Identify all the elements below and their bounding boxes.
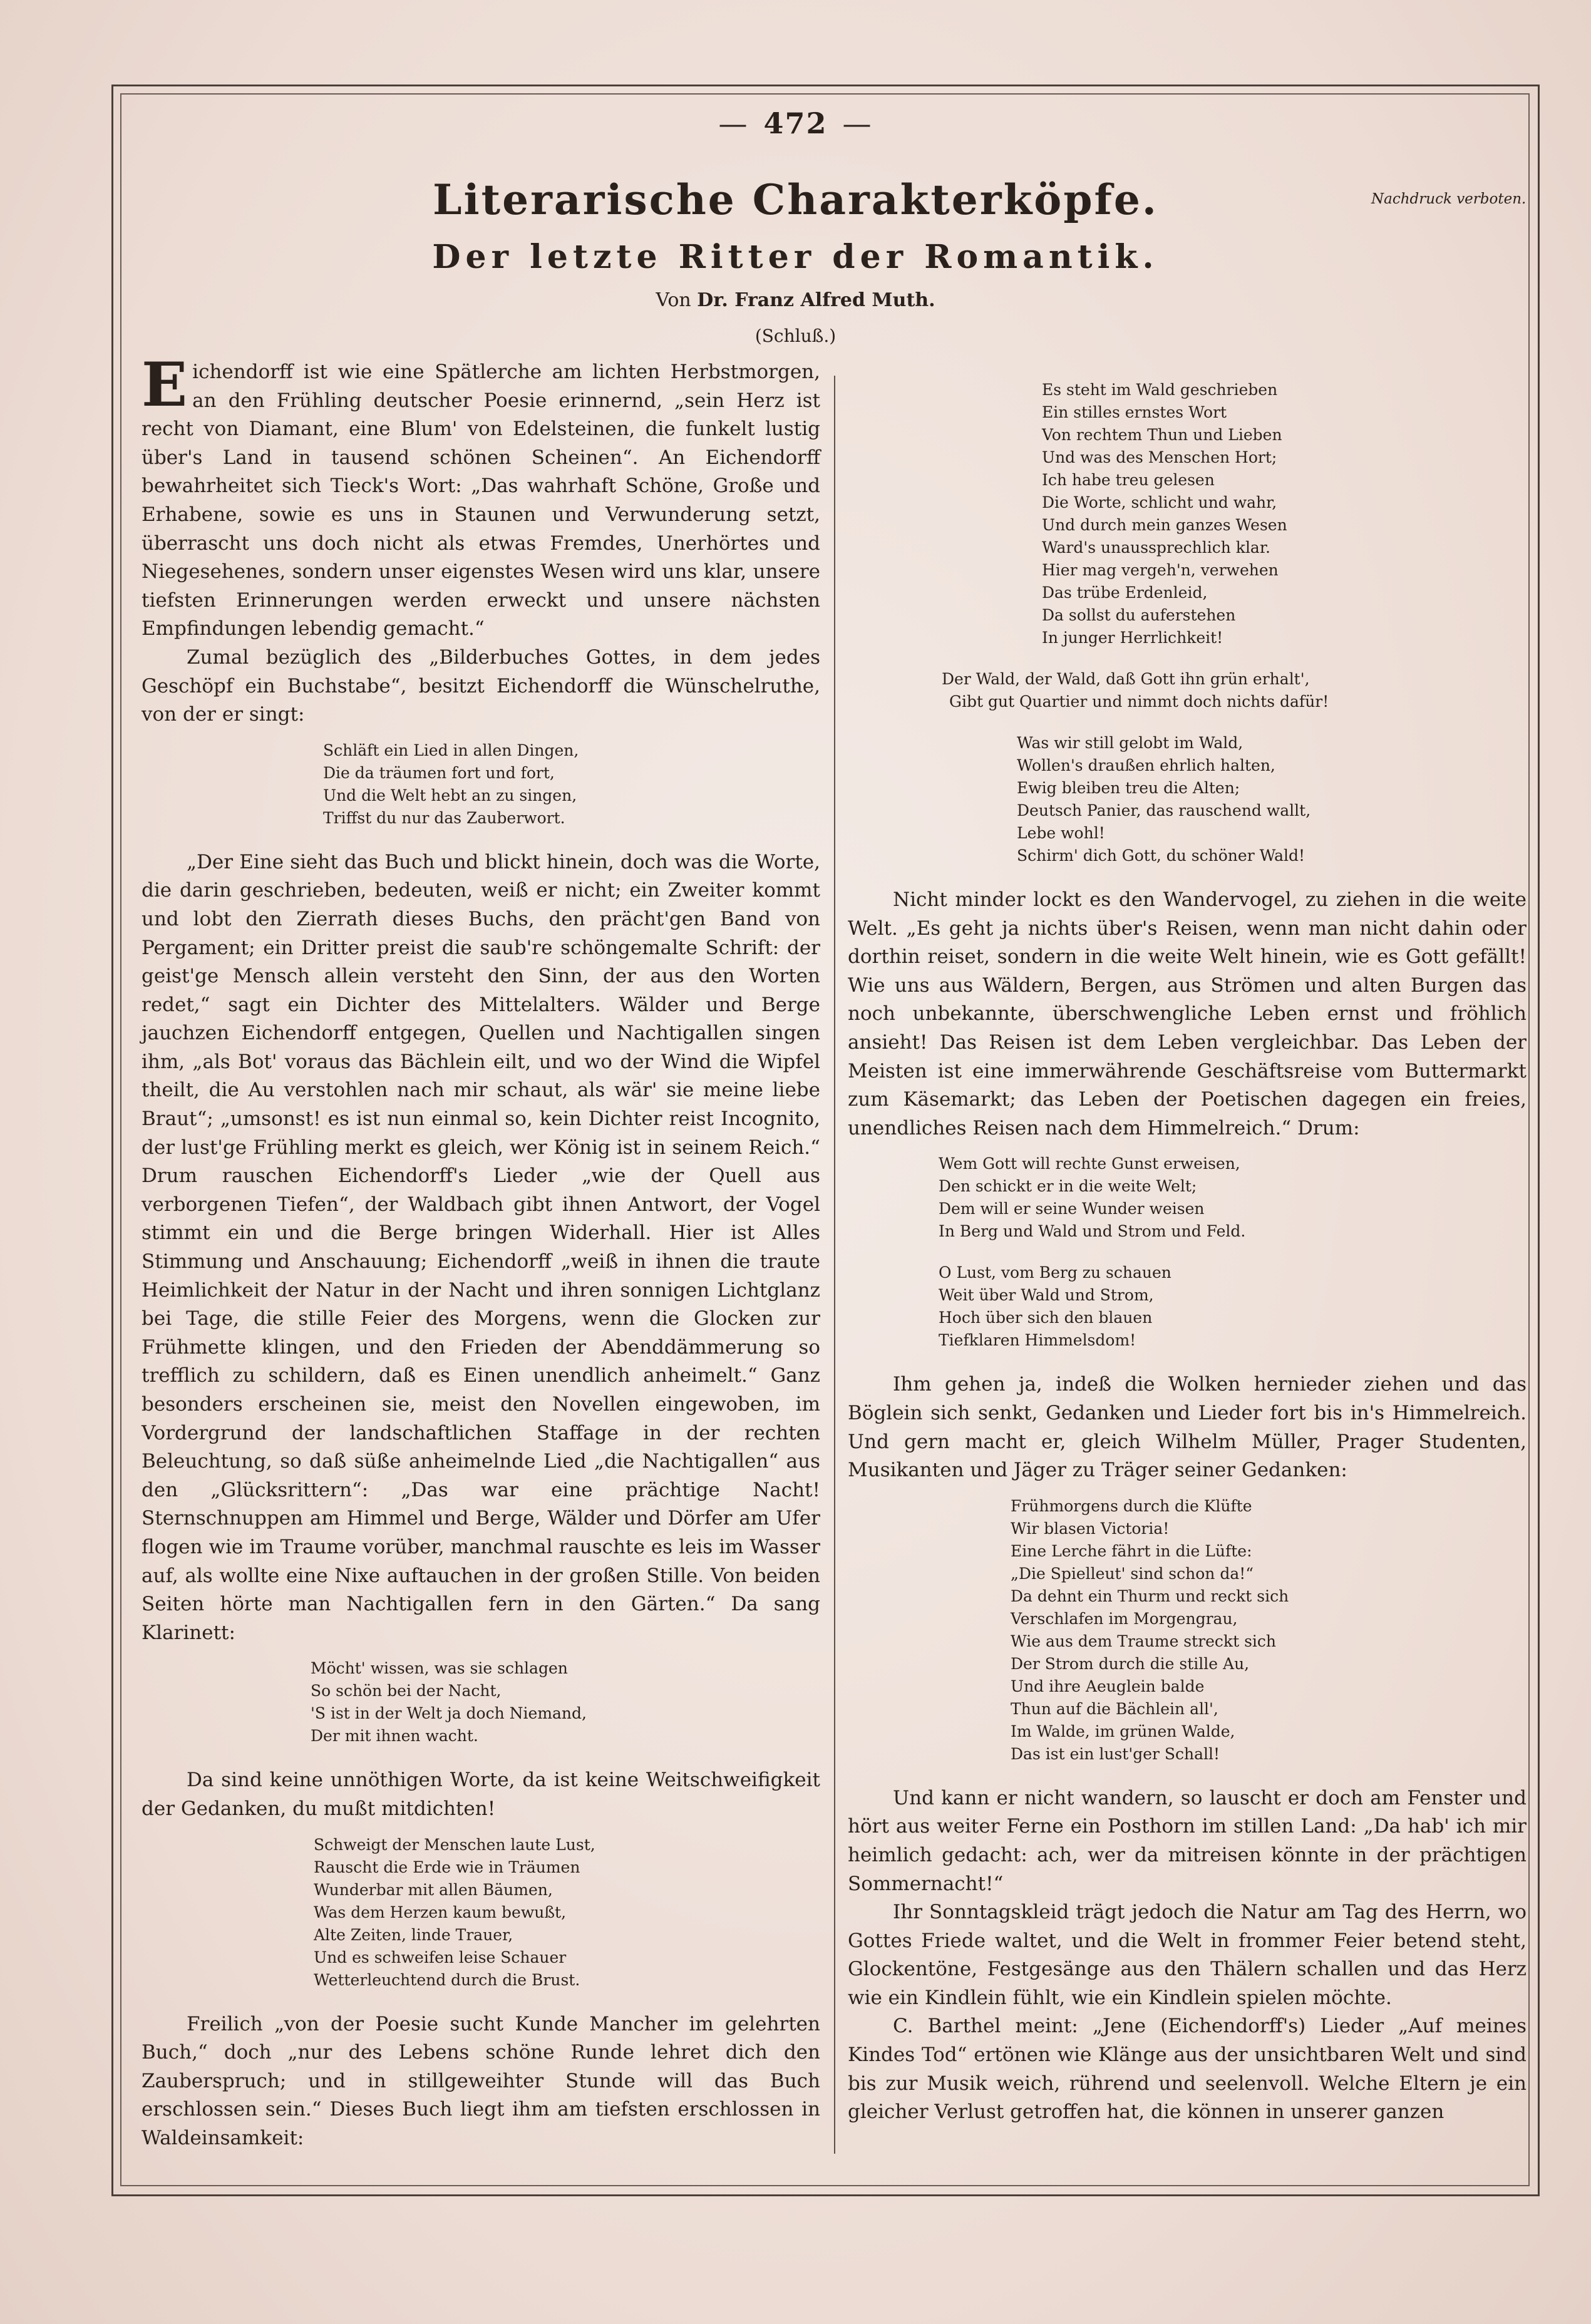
poem — [323, 739, 820, 830]
poem-line: Die da träumen fort und fort, — [323, 763, 555, 782]
poem-line: In junger Herrlichkeit! — [1042, 629, 1223, 647]
poem-line: Wollen's draußen ehrlich halten, — [1017, 756, 1275, 774]
ornament-dash-left: — — [718, 106, 749, 140]
poem-line: Und durch mein ganzes Wesen — [1042, 516, 1287, 534]
poem-line: Ich habe treu gelesen — [1042, 471, 1215, 489]
poem — [1011, 1495, 1527, 1766]
poem-line: Von rechtem Thun und Lieben — [1042, 426, 1282, 444]
poem-line: Und die Welt hebt an zu singen, — [323, 786, 577, 805]
paragraph: Nicht minder lockt es den Wandervogel, zu ziehen in die weite Welt. „Es geht ja nichts über's Reisen, wenn man nicht dahin oder dorthin reiset, sondern in die weite Welt hinein, wie es Gott gefällt! Wie uns aus Wäldern, Bergen, aus Strömen und alten Burgen das noch unbekannte, überschwengliche Leben ernst und fröhlich ansieht! Das Reisen ist dem Leben vergleichbar. Das Leben der Meisten ist eine immerwährende Geschäftsreise vom Buttermarkt zum Käsemarkt; das Leben der Poetischen dagegen ein freies, unendliches Reisen nach dem Himmelreich.“ Drum: — [848, 888, 1527, 1139]
poem-line: Was wir still gelobt im Wald, — [1017, 734, 1243, 752]
ornament-dash-right: — — [842, 106, 873, 140]
page-number — [0, 106, 1591, 140]
poem-line: Deutsch Panier, das rauschend wallt, — [1017, 801, 1311, 820]
poem-line: Triffst du nur das Zauberwort. — [323, 808, 565, 827]
paragraph: Ihm gehen ja, indeß die Wolken hernieder ziehen und das Böglein sich senkt, Gedanken und Lieder fort bis in's Himmelreich. Und gern macht er, gleich Wilhelm Müller, Prager Studenten, Musikanten und Jäger zu Träger seiner Gedanken: — [848, 1373, 1527, 1482]
paragraph: Freilich „von der Poesie sucht Kunde Mancher im gelehrten Buch,“ doch „nur des Lebens schöne Runde lehret dich den Zauberspruch; und in stillgeweihter Stunde will das Buch erschlossen sein.“ Dieses Buch liegt ihm am tiefsten erschlossen in Waldeinsamkeit: — [142, 2012, 820, 2149]
poem-line: Wie aus dem Traume streckt sich — [1011, 1632, 1276, 1650]
poem-line: Wem Gott will rechte Gunst erweisen, — [939, 1154, 1240, 1173]
poem-line: Verschlafen im Morgengrau, — [1011, 1609, 1238, 1628]
poem-line: Wunderbar mit allen Bäumen, — [314, 1880, 553, 1899]
poem-line: Was dem Herzen kaum bewußt, — [314, 1903, 567, 1921]
column-divider — [834, 376, 835, 2154]
poem-line: Frühmorgens durch die Klüfte — [1011, 1496, 1252, 1515]
reprint-notice: Nachdruck verboten. — [1371, 191, 1527, 207]
paragraph: Zumal bezüglich des „Bilderbuches Gottes, in dem jedes Geschöpf ein Buchstabe“, besitzt Eichendorff die Wünschelruthe, von der er singt: — [142, 645, 820, 726]
paragraph: Und kann er nicht wandern, so lauscht er doch am Fenster und hört aus weiter Ferne ein Posthorn im stillen Land: „Da hab' ich mir heimlich gedacht: ach, wer da mitreisen könnte in der prächtigen Sommernacht!“ — [848, 1786, 1527, 1895]
article-series-title: Literarische Charakterköpfe. — [433, 175, 1158, 224]
poem — [1017, 732, 1527, 867]
poem — [314, 1834, 820, 1992]
page-number-text: 472 — [763, 106, 828, 140]
poem — [939, 1262, 1527, 1352]
poem-line: Weit über Wald und Strom, — [939, 1286, 1154, 1305]
poem-line: Und ihre Aeuglein balde — [1011, 1677, 1205, 1695]
poem-line: Lebe wohl! — [1017, 824, 1105, 842]
poem-line: So schön bei der Nacht, — [311, 1682, 502, 1700]
poem-line: O Lust, vom Berg zu schauen — [939, 1263, 1171, 1282]
poem-line: Und was des Menschen Hort; — [1042, 448, 1277, 466]
left-column — [142, 349, 820, 2153]
poem-line: Wetterleuchtend durch die Brust. — [314, 1970, 580, 1989]
poem-line: Hoch über sich den blauen — [939, 1309, 1153, 1327]
poem-line: Das ist ein lust'ger Schall! — [1011, 1744, 1220, 1763]
poem-line: Thun auf die Bächlein all', — [1011, 1699, 1218, 1718]
poem-line: Ewig bleiben treu die Alten; — [1017, 779, 1240, 797]
poem-line: Der Strom durch die stille Au, — [1011, 1654, 1250, 1673]
poem-line: Das trübe Erdenleid, — [1042, 584, 1208, 602]
byline — [0, 289, 1591, 311]
paragraph: „Der Eine sieht das Buch und blickt hinein, doch was die Worte, die darin geschrieben, bedeuten, weiß er nicht; ein Zweiter kommt und lobt den Zierrath dieses Buchs, den prächt'gen Band von Pergament; ein Dritter preist die saub're schöngemalte Schrift: der geist'ge Mensch allein versteht den Sinn, der aus den Worten redet,“ sagt ein Dichter des Mittelalters. Wälder und Berge jauchzen Eichendorff entgegen, Quellen und Nachtigallen singen ihm, „als Bot' voraus das Bächlein eilt, und wo der Wind die Wipfel theilt, die Au verstohlen nach mir schaut, als wär' sie meine liebe Braut“; „umsonst! es ist nun einmal so, kein Dichter reist Incognito, der lust'ge Frühling merkt es gleich, wer König ist in seinem Reich.“ Drum rauschen Eichendorff's Lieder „wie der Quell aus verborgenen Tiefen“, der Waldbach gibt ihnen Antwort, der Vogel stimmt ein und die Berge bringen Widerhall. Hier ist Alles Stimmung und Anschauung; Eichendorff „weiß in ihnen die traute Heimlichkeit der Natur in der Nacht und ihren sonnigen Lichtglanz bei Tage, die stille Feier des Morgens, wenn die Glocken zur Frühmette klingen, und den Frieden der Abenddämmerung so trefflich zu schildern, daß es Einen unendlich anheimelt.“ Ganz besonders erscheinen sie, meist den Novellen eingewoben, im Vordergrund der landschaftlichen Staffage in der rechten Beleuchtung, so daß süße anheimelnde Lied „die Nachtigallen“ aus den „Glücksrittern“: „Das war eine prächtige Nacht! Sternschnuppen am Himmel und Berge, Wälder und Dörfer am Ufer flogen wie im Traume vorüber, manchmal rauschte es leis im Wasser auf, als wollte eine Nixe auftauchen in der großen Stille. Von beiden Seiten hörte man Nachtigallen fern in den Gärten.“ Da sang Klarinett: — [142, 850, 820, 1644]
poem-line: Alte Zeiten, linde Trauer, — [314, 1925, 513, 1944]
right-column — [848, 379, 1527, 2127]
poem-line: Eine Lerche fährt in die Lüfte: — [1011, 1541, 1252, 1560]
drop-cap: E — [142, 349, 188, 420]
poem-line: In Berg und Wald und Strom und Feld. — [939, 1222, 1246, 1241]
poem-line: Und es schweifen leise Schauer — [314, 1948, 567, 1967]
poem-line: Hier mag vergeh'n, verwehen — [1042, 561, 1279, 579]
poem-line: Dem will er seine Wunder weisen — [939, 1200, 1205, 1218]
article-title: Der letzte Ritter der Romantik. — [432, 238, 1159, 276]
poem — [1042, 379, 1527, 649]
poem-line: Wir blasen Victoria! — [1011, 1519, 1170, 1538]
poem-line: Tiefklaren Himmelsdom! — [939, 1331, 1136, 1350]
poem-line: Im Walde, im grünen Walde, — [1011, 1722, 1235, 1740]
continuation-note: (Schluß.) — [754, 326, 837, 346]
byline-prefix: Von — [656, 289, 691, 311]
poem-line: Rauscht die Erde wie in Träumen — [314, 1858, 580, 1876]
poem — [939, 1153, 1527, 1243]
poem-line: Ward's unaussprechlich klar. — [1042, 538, 1270, 557]
paragraph: Ihr Sonntagskleid trägt jedoch die Natur am Tag des Herrn, wo Gottes Friede waltet, und die Welt in frommer Feier betend steht, Glockentöne, Festgesänge aus den Thälern schallen und das Herz wie ein Kindlein fühlt, wie ein Kindlein spielen möchte. — [848, 1901, 1527, 2009]
poem — [311, 1657, 820, 1747]
poem-line: Schirm' dich Gott, du schöner Wald! — [1017, 846, 1305, 865]
poem-line: Möcht' wissen, was sie schlagen — [311, 1659, 568, 1678]
paragraph-text: ichendorff ist wie eine Spätlerche am lichten Herbstmorgen, an den Frühling deutscher Poesie erinnernd, „sein Herz ist recht von Diamant, eine Blum' von Edelsteinen, die funkelt lustig über's Land in tausend schönen Scheinen“. An Eichendorff bewahrheitet sich Tieck's Wort: „Das wahrhaft Schöne, Große und Erhabene, sowie es uns in Staunen und Verwunderung setzt, überrascht uns doch nicht als etwas Fremdes, Unerhörtes und Niegesehenes, sondern unser eigenstes Wesen wird uns klar, unsere tiefsten Erinnerungen werden erweckt und unsere nächsten Empfindungen lebendig gemacht.“ — [142, 361, 820, 640]
poem-line: „Die Spielleut' sind schon da!“ — [1011, 1564, 1254, 1583]
poem-line: Gibt gut Quartier und nimmt doch nichts dafür! — [949, 692, 1329, 711]
poem-line: Schweigt der Menschen laute Lust, — [314, 1835, 595, 1854]
poem-line: Da dehnt ein Thurm und reckt sich — [1011, 1586, 1289, 1605]
poem-line: Da sollst du auferstehen — [1042, 606, 1236, 624]
poem-line: Der mit ihnen wacht. — [311, 1727, 478, 1746]
poem-line: 'S ist in der Welt ja doch Niemand, — [311, 1704, 587, 1723]
poem-line: Den schickt er in die weite Welt; — [939, 1177, 1197, 1196]
poem — [942, 668, 1527, 713]
poem-line: Es steht im Wald geschrieben — [1042, 381, 1278, 399]
paragraph: Da sind keine unnöthigen Worte, da ist keine Weitschweifigkeit der Gedanken, du mußt mitdichten! — [142, 1769, 820, 1820]
poem-line: Ein stilles ernstes Wort — [1042, 403, 1227, 421]
poem-line: Die Worte, schlicht und wahr, — [1042, 493, 1277, 512]
poem-line: Schläft ein Lied in allen Dingen, — [323, 741, 579, 759]
paragraph — [142, 349, 820, 644]
poem-line: Der Wald, der Wald, daß Gott ihn grün erhalt', — [942, 670, 1310, 688]
author-name: Dr. Franz Alfred Muth. — [697, 289, 935, 311]
paragraph: C. Barthel meint: „Jene (Eichendorff's) Lieder „Auf meines Kindes Tod“ ertönen wie Klänge aus der unsichtbaren Welt und sind bis zur Musik weich, rührend und seelenvoll. Welche Eltern je ein gleicher Verlust getroffen hat, die können in unserer ganzen — [848, 2015, 1527, 2124]
